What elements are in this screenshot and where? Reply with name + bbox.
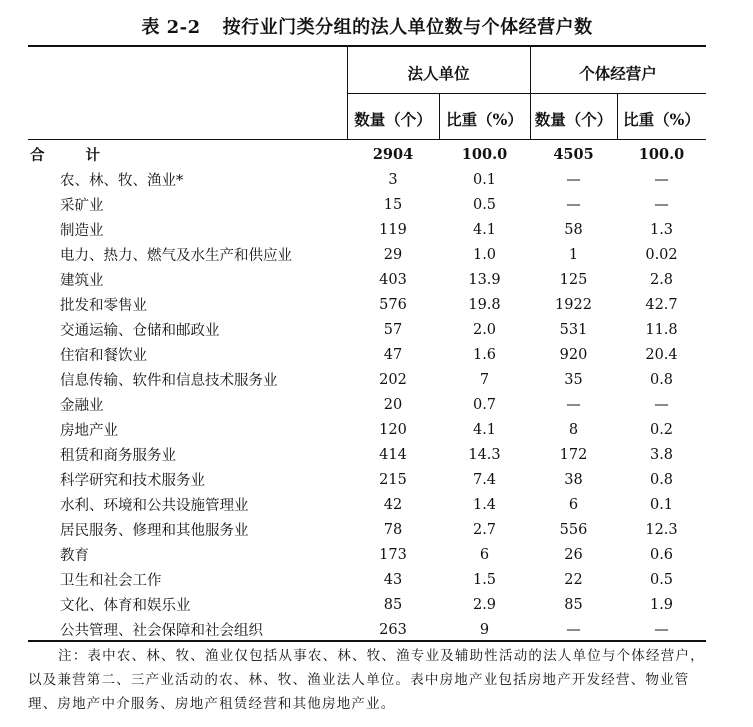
cell-share-legal: 1.4 (472, 496, 497, 513)
cell-count-individual: — (566, 396, 581, 413)
table-row (28, 592, 706, 617)
cell-share-legal: 13.9 (468, 271, 501, 288)
header-group-legal-units: 法人单位 (407, 64, 470, 83)
row-label: 交通运输、仓储和邮政业 (60, 323, 220, 339)
table-row-total (28, 142, 706, 167)
cell-share-legal: 1.5 (472, 571, 497, 588)
cell-count-legal: 173 (379, 546, 407, 563)
cell-share-individual: — (654, 196, 669, 213)
table-row (28, 617, 706, 642)
cell-share-legal: 1.6 (472, 346, 497, 363)
cell-count-legal: 85 (383, 596, 403, 613)
cell-count-legal: 3 (388, 171, 398, 188)
cell-count-individual: 38 (564, 471, 583, 488)
cell-share-individual: 42.7 (645, 296, 678, 313)
cell-share-legal: 1.0 (472, 246, 497, 263)
cell-count-legal: 15 (383, 196, 403, 213)
cell-share-legal: 7 (479, 371, 490, 388)
row-label: 信息传输、软件和信息技术服务业 (60, 373, 278, 389)
cell-share-legal: 0.7 (472, 396, 497, 413)
cell-count-legal: 576 (379, 296, 407, 313)
table-body (28, 142, 706, 642)
cell-share-legal: 0.5 (472, 196, 497, 213)
cell-share-individual: 1.3 (649, 221, 674, 238)
header-sub-share-1: 比重（%） (446, 110, 523, 129)
cell-count-individual: — (566, 171, 581, 188)
cell-share-individual: — (654, 171, 669, 188)
cell-count-individual: 35 (564, 371, 583, 388)
cell-count-individual: — (566, 621, 581, 638)
table-row (28, 467, 706, 492)
cell-share-legal: 4.1 (472, 421, 497, 438)
row-label: 水利、环境和公共设施管理业 (60, 498, 249, 514)
header-group-rule (347, 93, 706, 94)
cell-count-legal: 120 (379, 421, 407, 438)
row-label: 居民服务、修理和其他服务业 (60, 523, 249, 539)
cell-share-legal: 2.0 (472, 321, 497, 338)
header-sub-share-2: 比重（%） (623, 110, 700, 129)
cell-share-individual: 20.4 (645, 346, 678, 363)
cell-share-legal: 6 (479, 546, 490, 563)
data-table (28, 142, 706, 642)
cell-share-individual: 11.8 (645, 321, 678, 338)
cell-count-legal: 57 (383, 321, 403, 338)
cell-count-legal: 2904 (372, 146, 414, 163)
row-label: 住宿和餐饮业 (60, 348, 147, 364)
row-label: 批发和零售业 (60, 298, 147, 314)
row-label: 农、林、牧、渔业* (60, 173, 184, 189)
cell-count-individual: 26 (564, 546, 583, 563)
cell-count-individual: 85 (564, 596, 583, 613)
cell-share-individual: 2.8 (649, 271, 674, 288)
row-label: 公共管理、社会保障和社会组织 (60, 623, 263, 639)
table-row (28, 517, 706, 542)
cell-count-legal: 403 (379, 271, 407, 288)
cell-count-legal: 263 (379, 621, 407, 638)
table-row (28, 492, 706, 517)
row-label: 采矿业 (60, 198, 104, 214)
cell-count-individual: 6 (568, 496, 579, 513)
cell-share-individual: — (654, 396, 669, 413)
table-row (28, 342, 706, 367)
cell-count-individual: 22 (564, 571, 583, 588)
cell-count-legal: 78 (383, 521, 403, 538)
cell-count-individual: 125 (559, 271, 588, 288)
row-label: 科学研究和技术服务业 (60, 473, 205, 489)
row-label: 租赁和商务服务业 (60, 448, 176, 464)
header-bottom-rule (28, 139, 706, 140)
cell-count-individual: 1922 (555, 296, 592, 313)
table-row (28, 442, 706, 467)
cell-count-individual: 531 (559, 321, 588, 338)
table-row (28, 417, 706, 442)
table-row (28, 292, 706, 317)
table-row (28, 192, 706, 217)
cell-share-individual: 0.1 (649, 496, 674, 513)
cell-share-legal: 0.1 (472, 171, 497, 188)
header-group-individual-households: 个体经营户 (579, 64, 657, 83)
table-row (28, 367, 706, 392)
cell-count-legal: 215 (379, 471, 407, 488)
cell-count-legal: 43 (383, 571, 403, 588)
cell-share-individual: 3.8 (649, 446, 674, 463)
table-row (28, 317, 706, 342)
row-label: 文化、体育和娱乐业 (60, 598, 191, 614)
cell-count-individual: 1 (568, 246, 579, 263)
cell-share-individual: 0.6 (649, 546, 674, 563)
cell-share-legal: 19.8 (468, 296, 501, 313)
cell-share-individual: 0.8 (649, 371, 674, 388)
cell-count-legal: 414 (379, 446, 407, 463)
row-label: 电力、热力、燃气及水生产和供应业 (60, 248, 292, 264)
cell-share-legal: 2.7 (472, 521, 497, 538)
cell-share-legal: 4.1 (472, 221, 497, 238)
cell-share-legal: 2.9 (472, 596, 497, 613)
cell-share-individual: 0.2 (649, 421, 674, 438)
row-label: 教育 (60, 548, 89, 564)
header-sub-count-1: 数量（个） (354, 110, 432, 129)
cell-count-individual: — (566, 196, 581, 213)
cell-count-individual: 920 (559, 346, 588, 363)
cell-count-legal: 47 (383, 346, 403, 363)
cell-share-individual: 0.02 (645, 246, 678, 263)
cell-share-individual: 0.5 (649, 571, 674, 588)
cell-share-legal: 100.0 (461, 146, 508, 163)
table-row (28, 542, 706, 567)
cell-count-individual: 58 (564, 221, 583, 238)
cell-count-legal: 20 (383, 396, 403, 413)
cell-count-individual: 172 (559, 446, 588, 463)
table-bottom-rule (28, 640, 706, 642)
cell-count-legal: 42 (383, 496, 403, 513)
cell-share-individual: 100.0 (638, 146, 685, 163)
table-row (28, 167, 706, 192)
cell-share-legal: 14.3 (468, 446, 501, 463)
cell-share-individual: 12.3 (645, 521, 678, 538)
cell-count-legal: 29 (383, 246, 403, 263)
table-row (28, 242, 706, 267)
row-label: 金融业 (60, 398, 104, 414)
footnote (28, 644, 708, 716)
cell-share-individual: — (654, 621, 669, 638)
row-label: 建筑业 (60, 273, 104, 289)
cell-count-individual: 556 (559, 521, 588, 538)
top-rule (28, 45, 706, 47)
cell-count-individual: 8 (568, 421, 579, 438)
cell-share-legal: 9 (479, 621, 490, 638)
row-label: 制造业 (60, 223, 104, 239)
table-title-text: 按行业门类分组的法人单位数与个体经营户数 (222, 17, 593, 38)
table-row (28, 567, 706, 592)
row-label: 合 计 (30, 147, 119, 164)
cell-share-individual: 0.8 (649, 471, 674, 488)
table-title (28, 13, 706, 39)
footnote-text: 注：表中农、林、牧、渔业仅包括从事农、林、牧、渔专业及辅助性活动的法人单位与个体经营户，以及兼营第二、三产业活动的农、林、牧、渔业法人单位。表中房地产业包括房地产开发经营、物业管理、房地产中介服务、房地产租赁经营和其他房地产业。 (28, 648, 705, 712)
cell-count-legal: 202 (379, 371, 407, 388)
row-label: 房地产业 (60, 423, 118, 439)
table-row (28, 217, 706, 242)
header-sub-count-2: 数量（个） (534, 110, 613, 129)
table-number: 表 2-2 (141, 17, 201, 38)
cell-count-legal: 119 (379, 221, 407, 238)
cell-share-individual: 1.9 (649, 596, 674, 613)
cell-share-legal: 7.4 (472, 471, 497, 488)
table-row (28, 392, 706, 417)
row-label: 卫生和社会工作 (60, 573, 162, 589)
table-row (28, 267, 706, 292)
cell-count-individual: 4505 (553, 146, 594, 163)
